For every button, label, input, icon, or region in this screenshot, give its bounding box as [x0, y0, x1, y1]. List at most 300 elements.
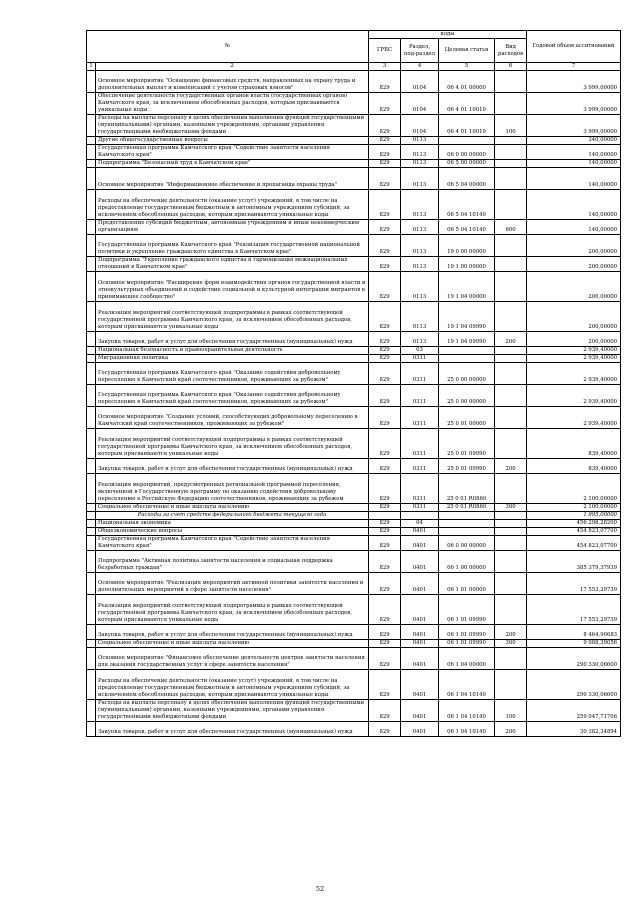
row-grbs-cell: 829 — [369, 137, 401, 145]
row-expense-type-cell — [495, 235, 527, 257]
row-name-cell: Расходы на выплаты персоналу в целях обеспечения выполнения функций государственными (муниципальными) органами, казенными учреждениями, органами управления государственными внебюджетными фондами — [96, 115, 369, 137]
table-row — [87, 520, 621, 528]
row-name-cell: Основное мероприятие "Расширение форм взаимодействия органов государственной власти и этнокультурных объединений и содействие социальной и культурной интеграции мигрантов в принимающее сообщество" — [96, 272, 369, 302]
row-razdel-cell: 0113 — [401, 257, 439, 272]
row-expense-type-cell — [495, 302, 527, 332]
row-razdel-cell: 0113 — [401, 168, 439, 190]
row-razdel-cell: 0401 — [401, 625, 439, 640]
row-target-article-cell — [439, 137, 495, 145]
row-target-article-cell: 06 4 01 10010 — [439, 115, 495, 137]
row-expense-type-cell — [495, 168, 527, 190]
row-target-article-cell: 19 1 04 09990 — [439, 302, 495, 332]
table-row — [87, 536, 621, 551]
row-expense-type-cell: 600 — [495, 220, 527, 235]
table-row — [87, 625, 621, 640]
row-grbs-cell — [369, 512, 401, 520]
row-expense-type-cell — [495, 190, 527, 220]
row-target-article-cell — [439, 355, 495, 363]
row-razdel-cell: 0401 — [401, 551, 439, 573]
row-number-cell — [87, 190, 96, 220]
table-row — [87, 551, 621, 573]
row-target-article-cell: 06 0 00 00000 — [439, 145, 495, 160]
row-number-cell — [87, 355, 96, 363]
row-razdel-cell: 0311 — [401, 504, 439, 512]
table-row — [87, 407, 621, 429]
row-grbs-cell: 829 — [369, 670, 401, 700]
header-num-6: 6 — [495, 63, 527, 71]
row-target-article-cell: 25 0 01 R0860 — [439, 474, 495, 504]
row-amount-cell: 2 939,40000 — [527, 363, 621, 385]
row-name-cell: Государственная программа Камчатского края "Оказание содействия добровольному переселению в Камчатский край соотечественников, проживающих за рубежом" — [96, 385, 369, 407]
row-number-cell — [87, 722, 96, 737]
row-name-cell: Национальная экономика — [96, 520, 369, 528]
row-razdel-cell: 0104 — [401, 71, 439, 93]
row-name-cell: Миграционная политика — [96, 355, 369, 363]
header-number: № — [87, 31, 369, 63]
row-amount-cell: 9 088,39056 — [527, 640, 621, 648]
row-number-cell — [87, 220, 96, 235]
row-expense-type-cell: 200 — [495, 625, 527, 640]
row-razdel-cell: 0113 — [401, 220, 439, 235]
row-grbs-cell: 829 — [369, 551, 401, 573]
row-name-cell: Реализация мероприятий соответствующей подпрограммы в рамках соответствующей государственной программы Камчатского края, за исключением обособленных расходов, которым присваиваются уникальные коды — [96, 302, 369, 332]
header-num-7: 7 — [527, 63, 621, 71]
row-expense-type-cell: 200 — [495, 459, 527, 474]
row-expense-type-cell — [495, 474, 527, 504]
table-row — [87, 528, 621, 536]
row-amount-cell: 2 939,40000 — [527, 385, 621, 407]
row-razdel-cell: 0311 — [401, 459, 439, 474]
row-razdel-cell: 0113 — [401, 190, 439, 220]
row-target-article-cell: 25 0 00 00000 — [439, 363, 495, 385]
row-name-cell: Расходы за счет средств федерального бюджета текущего года — [96, 512, 369, 520]
table-body — [87, 71, 621, 737]
row-razdel-cell: 0311 — [401, 355, 439, 363]
row-grbs-cell: 829 — [369, 93, 401, 115]
row-target-article-cell — [439, 512, 495, 520]
row-number-cell — [87, 168, 96, 190]
row-amount-cell: 3 999,00000 — [527, 115, 621, 137]
row-number-cell — [87, 115, 96, 137]
table-row — [87, 573, 621, 595]
row-number-cell — [87, 625, 96, 640]
row-name-cell: Обеспечение деятельности государственных органов власти (государственных органов) Камчатского края, за исключением обособленных расходов, которым присваиваются уникальные коды — [96, 93, 369, 115]
row-expense-type-cell — [495, 71, 527, 93]
row-name-cell: Основное мероприятие "Реализация мероприятий активной политики занятости населения и дополнительных мероприятий в сфере занятости населения" — [96, 573, 369, 595]
row-target-article-cell: 06 1 01 09990 — [439, 595, 495, 625]
row-expense-type-cell — [495, 595, 527, 625]
row-target-article-cell: 19 0 00 00000 — [439, 235, 495, 257]
row-number-cell — [87, 551, 96, 573]
row-number-cell — [87, 504, 96, 512]
row-amount-cell: 3 999,00000 — [527, 71, 621, 93]
row-razdel-cell: 0311 — [401, 363, 439, 385]
row-target-article-cell: 06 1 00 00000 — [439, 551, 495, 573]
table-row — [87, 302, 621, 332]
row-expense-type-cell: 100 — [495, 115, 527, 137]
row-target-article-cell: 06 1 04 10140 — [439, 670, 495, 700]
row-expense-type-cell — [495, 363, 527, 385]
row-grbs-cell: 829 — [369, 407, 401, 429]
row-razdel-cell: 0311 — [401, 429, 439, 459]
header-num-4: 4 — [401, 63, 439, 71]
table-row — [87, 137, 621, 145]
row-razdel-cell: 0401 — [401, 670, 439, 700]
row-razdel-cell: 0401 — [401, 700, 439, 722]
row-name-cell: Подпрограмма "Активная политика занятости населения и социальная поддержка безработных граждан" — [96, 551, 369, 573]
row-target-article-cell: 06 4 01 10010 — [439, 93, 495, 115]
row-grbs-cell: 829 — [369, 160, 401, 168]
row-amount-cell: 454 823,07700 — [527, 528, 621, 536]
row-razdel-cell: 0113 — [401, 137, 439, 145]
row-expense-type-cell — [495, 407, 527, 429]
row-razdel-cell: 0401 — [401, 536, 439, 551]
row-expense-type-cell — [495, 385, 527, 407]
row-grbs-cell: 829 — [369, 363, 401, 385]
row-target-article-cell: 06 0 00 00000 — [439, 536, 495, 551]
row-target-article-cell: 25 0 01 00000 — [439, 407, 495, 429]
row-number-cell — [87, 520, 96, 528]
row-grbs-cell: 829 — [369, 640, 401, 648]
row-expense-type-cell — [495, 528, 527, 536]
table-row — [87, 459, 621, 474]
row-name-cell: Основное мероприятие "Финансовое обеспечение деятельности центров занятости населения для оказания государственных услуг в сфере занятости населения" — [96, 648, 369, 670]
header-codes-group: коды — [369, 31, 527, 39]
row-expense-type-cell — [495, 536, 527, 551]
row-amount-cell: 30 382,34894 — [527, 722, 621, 737]
row-number-cell — [87, 700, 96, 722]
row-razdel-cell: 04 — [401, 520, 439, 528]
row-amount-cell: 839,40000 — [527, 429, 621, 459]
table-row — [87, 332, 621, 347]
row-amount-cell: 140,00000 — [527, 160, 621, 168]
row-expense-type-cell: 300 — [495, 504, 527, 512]
row-expense-type-cell: 200 — [495, 332, 527, 347]
table-row — [87, 71, 621, 93]
header-expense-type: Вид расходов — [495, 39, 527, 63]
row-amount-cell: 8 464,90683 — [527, 625, 621, 640]
row-name-cell: Основное мероприятие "Информационное обеспечение и пропаганда охраны труда" — [96, 168, 369, 190]
row-number-cell — [87, 363, 96, 385]
row-grbs-cell: 829 — [369, 595, 401, 625]
row-amount-cell: 200,00000 — [527, 257, 621, 272]
row-expense-type-cell — [495, 355, 527, 363]
row-name-cell: Закупка товаров, работ и услуг для обеспечения государственных (муниципальных) нужд — [96, 332, 369, 347]
header-annual-amount: Годовой объем ассигнований — [527, 31, 621, 63]
row-expense-type-cell — [495, 573, 527, 595]
row-target-article-cell: 25 0 01 09990 — [439, 459, 495, 474]
row-target-article-cell: 25 0 00 00000 — [439, 385, 495, 407]
row-number-cell — [87, 573, 96, 595]
row-number-cell — [87, 512, 96, 520]
row-expense-type-cell — [495, 160, 527, 168]
row-number-cell — [87, 137, 96, 145]
row-number-cell — [87, 160, 96, 168]
row-expense-type-cell — [495, 551, 527, 573]
row-amount-cell: 200,00000 — [527, 332, 621, 347]
row-grbs-cell: 829 — [369, 220, 401, 235]
row-name-cell: Другие общегосударственные вопросы — [96, 137, 369, 145]
row-name-cell: Основное мероприятие "Создание условий, способствующих добровольному переселению в Камчатский край соотечественников, проживающих за рубежом" — [96, 407, 369, 429]
row-target-article-cell: 25 0 01 R0860 — [439, 504, 495, 512]
row-amount-cell: 2 100,00000 — [527, 474, 621, 504]
row-target-article-cell: 06 5 04 10140 — [439, 190, 495, 220]
row-target-article-cell — [439, 520, 495, 528]
table-row — [87, 429, 621, 459]
row-number-cell — [87, 536, 96, 551]
row-number-cell — [87, 332, 96, 347]
row-target-article-cell: 25 0 01 09990 — [439, 429, 495, 459]
row-amount-cell: 200,00000 — [527, 272, 621, 302]
row-target-article-cell: 06 5 04 00000 — [439, 168, 495, 190]
table-row — [87, 257, 621, 272]
table-row — [87, 272, 621, 302]
row-target-article-cell: 06 1 04 00000 — [439, 648, 495, 670]
row-razdel-cell: 0113 — [401, 332, 439, 347]
row-expense-type-cell: 200 — [495, 722, 527, 737]
row-name-cell: Государственная программа Камчатского края "Реализация государственной национальной политики и укрепление гражданского единства в Камчатском крае" — [96, 235, 369, 257]
row-name-cell: Расходы на обеспечение деятельности (оказание услуг) учреждений, в том числе на предоставление государственным бюджетным и автономным учреждениям субсидий, за исключением обособленных расходов, которым присваиваются уникальные коды — [96, 670, 369, 700]
row-name-cell: Закупка товаров, работ и услуг для обеспечения государственных (муниципальных) нужд — [96, 722, 369, 737]
header-razdel: Раздел, под-раздел — [401, 39, 439, 63]
row-razdel-cell: 0401 — [401, 573, 439, 595]
row-name-cell: Государственная программа Камчатского края "Содействие занятости населения Камчатского края" — [96, 536, 369, 551]
row-amount-cell: 200,00000 — [527, 235, 621, 257]
row-number-cell — [87, 459, 96, 474]
table-row — [87, 220, 621, 235]
row-target-article-cell: 19 1 04 09990 — [439, 332, 495, 347]
row-razdel-cell: 0401 — [401, 528, 439, 536]
row-razdel-cell: 0401 — [401, 648, 439, 670]
row-name-cell: Подпрограмма "Укрепление гражданского единства и гармонизация межнациональных отношений в Камчатском крае" — [96, 257, 369, 272]
row-number-cell — [87, 235, 96, 257]
row-number-cell — [87, 272, 96, 302]
table-row — [87, 474, 621, 504]
row-name-cell: Реализация мероприятий соответствующей подпрограммы в рамках соответствующей государственной программы Камчатского края, за исключением обособленных расходов, которым присваиваются уникальные коды — [96, 429, 369, 459]
row-number-cell — [87, 640, 96, 648]
row-grbs-cell: 829 — [369, 573, 401, 595]
row-grbs-cell: 829 — [369, 474, 401, 504]
table-row — [87, 190, 621, 220]
row-razdel-cell: 0401 — [401, 722, 439, 737]
row-number-cell — [87, 302, 96, 332]
row-grbs-cell: 829 — [369, 700, 401, 722]
row-amount-cell: 456 298,28200 — [527, 520, 621, 528]
row-name-cell: Реализация мероприятий соответствующей подпрограммы в рамках соответствующей государственной программы Камчатского края, за исключением обособленных расходов, которым присваиваются уникальные коды — [96, 595, 369, 625]
row-expense-type-cell — [495, 670, 527, 700]
row-razdel-cell: 03 — [401, 347, 439, 355]
row-name-cell: Социальное обеспечение и иные выплаты населению — [96, 504, 369, 512]
budget-table — [86, 30, 621, 737]
row-razdel-cell: 0113 — [401, 272, 439, 302]
row-grbs-cell: 829 — [369, 190, 401, 220]
table-row — [87, 160, 621, 168]
row-razdel-cell: 0401 — [401, 595, 439, 625]
row-razdel-cell — [401, 512, 439, 520]
row-grbs-cell: 829 — [369, 459, 401, 474]
row-name-cell: Государственная программа Камчатского края "Оказание содействия добровольному переселению в Камчатский край соотечественников, проживающих за рубежом" — [96, 363, 369, 385]
table-row — [87, 595, 621, 625]
row-name-cell: Реализация мероприятий, предусмотренных региональной программой переселения, включенной в Государственную программу по оказанию содействия добровольному переселению в Российскую Федерацию соотечественников, проживающих за рубежом — [96, 474, 369, 504]
row-expense-type-cell — [495, 145, 527, 160]
row-amount-cell: 2 939,40000 — [527, 355, 621, 363]
row-razdel-cell: 0113 — [401, 145, 439, 160]
table-row — [87, 115, 621, 137]
row-grbs-cell: 829 — [369, 115, 401, 137]
row-name-cell: Закупка товаров, работ и услуг для обеспечения государственных (муниципальных) нужд — [96, 625, 369, 640]
table-row — [87, 93, 621, 115]
row-target-article-cell: 19 1 04 00000 — [439, 272, 495, 302]
row-amount-cell: 2 939,40000 — [527, 407, 621, 429]
row-amount-cell: 200,00000 — [527, 302, 621, 332]
row-amount-cell: 17 553,29739 — [527, 573, 621, 595]
row-grbs-cell: 829 — [369, 145, 401, 160]
row-grbs-cell: 829 — [369, 332, 401, 347]
row-target-article-cell — [439, 528, 495, 536]
row-number-cell — [87, 145, 96, 160]
row-grbs-cell: 829 — [369, 625, 401, 640]
table-row — [87, 168, 621, 190]
row-amount-cell: 17 553,29739 — [527, 595, 621, 625]
row-name-cell: Предоставление субсидий бюджетным, автономным учреждениям и иным некоммерческим организациям — [96, 220, 369, 235]
row-amount-cell: 2 939,40000 — [527, 347, 621, 355]
row-grbs-cell: 829 — [369, 504, 401, 512]
table-row — [87, 670, 621, 700]
row-name-cell: Общеэкономические вопросы — [96, 528, 369, 536]
row-razdel-cell: 0311 — [401, 385, 439, 407]
row-name-cell: Закупка товаров, работ и услуг для обеспечения государственных (муниципальных) нужд — [96, 459, 369, 474]
row-razdel-cell: 0311 — [401, 474, 439, 504]
row-number-cell — [87, 407, 96, 429]
table-row — [87, 648, 621, 670]
row-razdel-cell: 0113 — [401, 160, 439, 168]
row-target-article-cell: 06 1 04 10140 — [439, 700, 495, 722]
row-amount-cell: 340,00000 — [527, 137, 621, 145]
row-amount-cell: 454 823,07700 — [527, 536, 621, 551]
document-page — [86, 30, 620, 737]
row-number-cell — [87, 670, 96, 700]
row-grbs-cell: 829 — [369, 528, 401, 536]
row-amount-cell: 1 995,00000 — [527, 512, 621, 520]
row-razdel-cell: 0104 — [401, 115, 439, 137]
row-name-cell: Государственная программа Камчатского края "Содействие занятости населения Камчатского края" — [96, 145, 369, 160]
row-name-cell: Расходы на выплаты персоналу в целях обеспечения выполнения функций государственными (муниципальными) органами, казенными учреждениями, органами управления государственными внебюджетными фондами — [96, 700, 369, 722]
row-grbs-cell: 829 — [369, 648, 401, 670]
row-razdel-cell: 0311 — [401, 407, 439, 429]
table-row — [87, 355, 621, 363]
table-row — [87, 512, 621, 520]
row-grbs-cell: 829 — [369, 520, 401, 528]
row-target-article-cell: 06 1 01 00000 — [439, 573, 495, 595]
row-number-cell — [87, 595, 96, 625]
row-number-cell — [87, 93, 96, 115]
header-target-article: Целевая статья — [439, 39, 495, 63]
row-expense-type-cell — [495, 648, 527, 670]
table-row — [87, 385, 621, 407]
row-expense-type-cell — [495, 257, 527, 272]
row-amount-cell: 3 999,00000 — [527, 93, 621, 115]
row-number-cell — [87, 71, 96, 93]
row-amount-cell: 140,00000 — [527, 145, 621, 160]
header-num-5: 5 — [439, 63, 495, 71]
row-grbs-cell: 829 — [369, 168, 401, 190]
row-name-cell: Расходы на обеспечение деятельности (оказание услуг) учреждений, в том числе на предоставление государственным бюджетным и автономным учреждениям субсидий, за исключением обособленных расходов, которым присваиваются уникальные коды — [96, 190, 369, 220]
row-target-article-cell — [439, 347, 495, 355]
row-number-cell — [87, 429, 96, 459]
row-grbs-cell: 829 — [369, 235, 401, 257]
row-razdel-cell: 0401 — [401, 640, 439, 648]
row-grbs-cell: 829 — [369, 536, 401, 551]
row-amount-cell: 140,00000 — [527, 168, 621, 190]
row-amount-cell: 839,40000 — [527, 459, 621, 474]
row-razdel-cell: 0104 — [401, 93, 439, 115]
row-expense-type-cell — [495, 347, 527, 355]
row-grbs-cell: 829 — [369, 71, 401, 93]
header-num-3: 3 — [369, 63, 401, 71]
row-amount-cell: 140,00000 — [527, 190, 621, 220]
table-row — [87, 347, 621, 355]
row-expense-type-cell: 100 — [495, 700, 527, 722]
header-num-1: 1 — [87, 63, 96, 71]
row-grbs-cell: 829 — [369, 257, 401, 272]
row-expense-type-cell — [495, 272, 527, 302]
row-grbs-cell: 829 — [369, 272, 401, 302]
row-grbs-cell: 829 — [369, 385, 401, 407]
row-expense-type-cell — [495, 93, 527, 115]
row-number-cell — [87, 474, 96, 504]
row-expense-type-cell — [495, 137, 527, 145]
row-amount-cell: 2 100,00000 — [527, 504, 621, 512]
row-name-cell: Подпрограмма "Безопасный труд в Камчатском крае" — [96, 160, 369, 168]
row-expense-type-cell — [495, 429, 527, 459]
row-target-article-cell: 06 1 04 10140 — [439, 722, 495, 737]
row-amount-cell: 259 047,71706 — [527, 700, 621, 722]
row-name-cell: Основное мероприятие "Оснащение финансовых средств, направленных на охрану труда и дополнительных выплат и компенсаций с учетом страховых взносов" — [96, 71, 369, 93]
row-razdel-cell: 0113 — [401, 302, 439, 332]
row-grbs-cell: 829 — [369, 355, 401, 363]
row-amount-cell: 385 379,37939 — [527, 551, 621, 573]
row-name-cell: Социальное обеспечение и иные выплаты населению — [96, 640, 369, 648]
row-number-cell — [87, 257, 96, 272]
row-target-article-cell: 06 1 01 09990 — [439, 640, 495, 648]
header-kgrbs: ГРБС — [369, 39, 401, 63]
table-row — [87, 235, 621, 257]
row-amount-cell: 290 330,06600 — [527, 670, 621, 700]
row-target-article-cell: 06 4 01 00000 — [439, 71, 495, 93]
row-target-article-cell: 06 1 01 09990 — [439, 625, 495, 640]
row-grbs-cell: 829 — [369, 722, 401, 737]
row-amount-cell: 140,00000 — [527, 220, 621, 235]
table-row — [87, 363, 621, 385]
row-target-article-cell: 19 1 00 00000 — [439, 257, 495, 272]
row-expense-type-cell: 300 — [495, 640, 527, 648]
row-grbs-cell: 829 — [369, 302, 401, 332]
table-row — [87, 504, 621, 512]
table-row — [87, 700, 621, 722]
row-number-cell — [87, 528, 96, 536]
row-target-article-cell: 06 5 04 10140 — [439, 220, 495, 235]
row-grbs-cell: 829 — [369, 429, 401, 459]
row-target-article-cell: 06 5 00 00000 — [439, 160, 495, 168]
row-grbs-cell: 829 — [369, 347, 401, 355]
row-amount-cell: 290 330,06600 — [527, 648, 621, 670]
row-number-cell — [87, 648, 96, 670]
page-number: 52 — [315, 885, 325, 893]
row-name-cell: Национальная безопасность и правоохранительная деятельность — [96, 347, 369, 355]
table-row — [87, 640, 621, 648]
row-expense-type-cell — [495, 520, 527, 528]
row-number-cell — [87, 385, 96, 407]
